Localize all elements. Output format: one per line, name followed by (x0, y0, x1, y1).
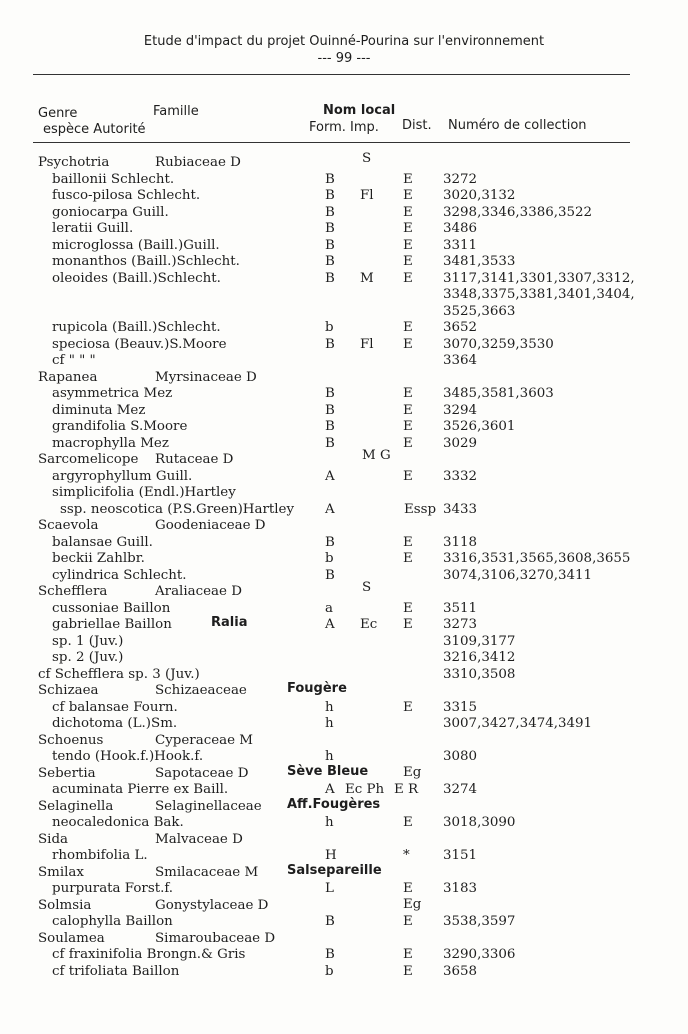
species-name: diminuta Mez (52, 402, 146, 418)
local-name: Sève Bleue (287, 763, 369, 779)
species-name: neocaledonica Bak. (52, 815, 184, 830)
species-name: grandifolia S.Moore (52, 419, 188, 434)
form-value: b (325, 320, 334, 335)
form-value: h (325, 815, 334, 830)
dist-value: E (403, 221, 413, 236)
form-value: B (325, 402, 335, 418)
dist-value: E (403, 815, 413, 830)
dist-value: E (403, 204, 413, 220)
collection-numbers: 3658 (443, 963, 478, 979)
collection-numbers: 3118 (443, 534, 478, 550)
collection-numbers: 3109,3177 (443, 633, 516, 649)
form-value: B (325, 221, 335, 236)
collection-numbers: 3272 (443, 171, 478, 187)
local-name: Ralia (211, 615, 248, 630)
collection-numbers: 3315 (443, 699, 478, 715)
form-value: B (325, 188, 335, 203)
species-name: cylindrica Schlecht. (52, 567, 187, 583)
genus-name: Sarcomelicope (38, 452, 139, 467)
local-name: Salsepareille (287, 862, 382, 878)
species-name: baillonii Schlecht. (52, 171, 175, 187)
species-name: ssp. neoscotica (P.S.Green)Hartley (60, 501, 295, 517)
collection-numbers: 3526,3601 (443, 419, 516, 434)
collection-numbers: 3538,3597 (443, 914, 516, 929)
form-value: A (325, 468, 335, 484)
form-value: B (325, 419, 335, 434)
family-name: Smilacaceae M (155, 864, 259, 880)
dist-value: E (403, 551, 413, 566)
species-name: cf trifoliata Baillon (52, 963, 180, 979)
collection-numbers: 3310,3508 (443, 666, 516, 682)
local-name: Aff.Fougères (287, 796, 381, 812)
dist-value: E (403, 188, 413, 203)
form-value: A (325, 782, 335, 797)
species-name: dichotoma (L.)Sm. (52, 716, 178, 731)
form-value: h (325, 716, 334, 731)
collection-numbers: 3433 (443, 501, 478, 517)
imp-value: Fl (360, 188, 374, 203)
dist-value: Essp (404, 501, 437, 517)
form-value: b (325, 963, 334, 979)
column-nom-local: Nom local (323, 103, 396, 118)
form-value: B (325, 254, 335, 269)
collection-numbers: 3216,3412 (443, 650, 516, 665)
dist-value: Eg (403, 764, 422, 780)
genus-name: Schoenus (38, 732, 104, 748)
collection-numbers: 3486 (443, 221, 478, 236)
form-value: B (325, 204, 335, 220)
dist-value: E (403, 468, 413, 484)
dist-value: Eg (403, 896, 422, 912)
genus-name: Sebertia (38, 765, 96, 781)
genus-name: Schefflera (38, 584, 108, 599)
genus-name: Rapanea (38, 369, 98, 385)
genus-name: cf Schefflera sp. 3 (Juv.) (38, 666, 200, 682)
collection-numbers: 3511 (443, 600, 478, 616)
column-numero: Numéro de collection (448, 118, 587, 133)
collection-numbers: 3070,3259,3530 (443, 336, 554, 352)
dist-value: E (403, 947, 413, 962)
imp-value: Ec (360, 617, 378, 632)
collection-numbers: 3294 (443, 402, 478, 418)
form-value: H (325, 848, 337, 863)
family-name: Simaroubaceae D (155, 930, 276, 946)
family-name: Cyperaceae M (155, 732, 253, 748)
collection-numbers: 3485,3581,3603 (443, 386, 554, 401)
species-name: tendo (Hook.f.)Hook.f. (52, 749, 204, 764)
family-name: Schizaeaceae (155, 683, 247, 698)
species-name: oleoides (Baill.)Schlecht. (52, 270, 221, 286)
form-value: B (325, 171, 335, 187)
form-value: B (325, 270, 335, 286)
collection-numbers: 3364 (443, 353, 478, 368)
form-value: h (325, 749, 334, 764)
column-famille: Famille (153, 104, 199, 119)
dist-value: E (403, 534, 413, 550)
species-name: rupicola (Baill.)Schlecht. (52, 320, 221, 335)
collection-numbers: 3183 (443, 881, 478, 896)
collection-numbers: 3273 (443, 617, 478, 632)
form-value: B (325, 435, 335, 451)
form-value: B (325, 336, 335, 352)
collection-numbers: 3117,3141,3301,3307,3312, (443, 270, 635, 286)
species-name: sp. 1 (Juv.) (52, 633, 124, 649)
genus-name: Solmsia (38, 897, 92, 913)
family-name: Araliaceae D (155, 584, 242, 599)
collection-numbers: 3018,3090 (443, 815, 516, 830)
genus-name: Soulamea (38, 930, 105, 946)
dist-value: E (403, 963, 413, 979)
collection-numbers: 3348,3375,3381,3401,3404, (443, 287, 635, 302)
species-name: sp. 2 (Juv.) (52, 650, 124, 665)
collection-numbers: 3080 (443, 749, 478, 764)
dist-value: E (403, 336, 413, 352)
form-value: B (325, 237, 335, 253)
species-name: acuminata Pierre ex Baill. (52, 782, 229, 797)
collection-numbers: 3311 (443, 237, 478, 253)
genus-name: Psychotria (38, 155, 110, 170)
local-name: Fougère (287, 681, 347, 696)
imp-value: S (362, 580, 372, 595)
collection-numbers: 3074,3106,3270,3411 (443, 567, 593, 583)
dist-value: E (403, 881, 413, 896)
dist-value: E R (394, 782, 419, 797)
family-name: Rubiaceae D (155, 155, 241, 170)
collection-numbers: 3020,3132 (443, 188, 516, 203)
species-name: argyrophyllum Guill. (52, 468, 193, 484)
species-name: fusco-pilosa Schlecht. (52, 188, 201, 203)
dist-value: E (403, 699, 413, 715)
dist-value: E (403, 320, 413, 335)
dist-value: E (403, 237, 413, 253)
collection-numbers: 3332 (443, 468, 478, 484)
column-form-imp: Form. Imp. (309, 120, 379, 135)
genus-name: Smilax (38, 864, 84, 880)
dist-value: * (403, 848, 410, 863)
form-value: B (325, 947, 335, 962)
family-name: Selaginellaceae (155, 798, 262, 814)
dist-value: E (403, 600, 413, 616)
column-genre: Genre (38, 106, 78, 121)
dist-value: E (403, 617, 413, 632)
imp-value: Fl (360, 336, 374, 352)
page-number: --- 99 --- (317, 51, 371, 66)
species-name: calophylla Baillon (52, 914, 173, 929)
form-value: A (325, 617, 335, 632)
dist-value: E (403, 386, 413, 401)
dist-value: E (403, 419, 413, 434)
column-header-rule (33, 142, 630, 143)
document-title: Etude d'impact du projet Ouinné-Pourina sur l'environnement (143, 34, 545, 49)
form-value: A (325, 501, 335, 517)
species-name: speciosa (Beauv.)S.Moore (52, 336, 227, 352)
imp-value: S (362, 151, 372, 166)
genus-name: Sida (38, 831, 69, 847)
species-name: leratii Guill. (52, 221, 134, 236)
imp-value: M G (362, 448, 391, 463)
family-name: Malvaceae D (155, 831, 243, 847)
dist-value: E (403, 402, 413, 418)
species-name: simplicifolia (Endl.)Hartley (52, 485, 236, 500)
species-name: cf " " " (52, 353, 96, 368)
imp-value: Ec Ph (345, 782, 385, 797)
family-name: Rutaceae D (155, 452, 234, 467)
form-value: L (325, 881, 334, 896)
form-value: B (325, 534, 335, 550)
species-name: rhombifolia L. (52, 848, 148, 863)
species-name: balansae Guill. (52, 534, 153, 550)
species-name: purpurata Forst.f. (52, 881, 174, 896)
dist-value: E (403, 435, 413, 451)
collection-numbers: 3274 (443, 782, 478, 797)
genus-name: Selaginella (38, 798, 114, 814)
species-name: macrophylla Mez (52, 435, 169, 451)
collection-numbers: 3007,3427,3474,3491 (443, 716, 593, 731)
header-rule (33, 74, 630, 75)
genus-name: Scaevola (38, 518, 99, 533)
family-name: Gonystylaceae D (155, 897, 269, 913)
species-name: microglossa (Baill.)Guill. (52, 237, 220, 253)
family-name: Sapotaceae D (155, 765, 249, 781)
form-value: B (325, 567, 335, 583)
form-value: b (325, 551, 334, 566)
species-name: monanthos (Baill.)Schlecht. (52, 254, 240, 269)
imp-value: M (360, 270, 374, 286)
column-dist: Dist. (402, 118, 432, 133)
species-name: cussoniae Baillon (52, 600, 171, 616)
collection-numbers: 3652 (443, 320, 478, 335)
species-name: cf balansae Fourn. (52, 699, 178, 715)
column-espece: espèce Autorité (43, 122, 146, 137)
form-value: B (325, 914, 335, 929)
species-name: cf fraxinifolia Brongn.& Gris (52, 947, 246, 962)
collection-numbers: 3316,3531,3565,3608,3655 (443, 551, 631, 566)
species-name: goniocarpa Guill. (52, 204, 169, 220)
collection-numbers: 3029 (443, 435, 478, 451)
collection-numbers: 3298,3346,3386,3522 (443, 204, 593, 220)
species-name: gabriellae Baillon (52, 617, 172, 632)
collection-numbers: 3290,3306 (443, 947, 516, 962)
species-name: asymmetrica Mez (52, 386, 173, 401)
genus-name: Schizaea (38, 683, 99, 698)
dist-value: E (403, 254, 413, 269)
form-value: h (325, 699, 334, 715)
dist-value: E (403, 171, 413, 187)
collection-numbers: 3525,3663 (443, 303, 516, 319)
form-value: a (325, 600, 333, 616)
collection-numbers: 3481,3533 (443, 254, 516, 269)
family-name: Myrsinaceae D (155, 369, 257, 385)
collection-numbers: 3151 (443, 848, 478, 863)
species-name: beckii Zahlbr. (52, 551, 145, 566)
family-name: Goodeniaceae D (155, 518, 266, 533)
form-value: B (325, 386, 335, 401)
dist-value: E (403, 914, 413, 929)
dist-value: E (403, 270, 413, 286)
